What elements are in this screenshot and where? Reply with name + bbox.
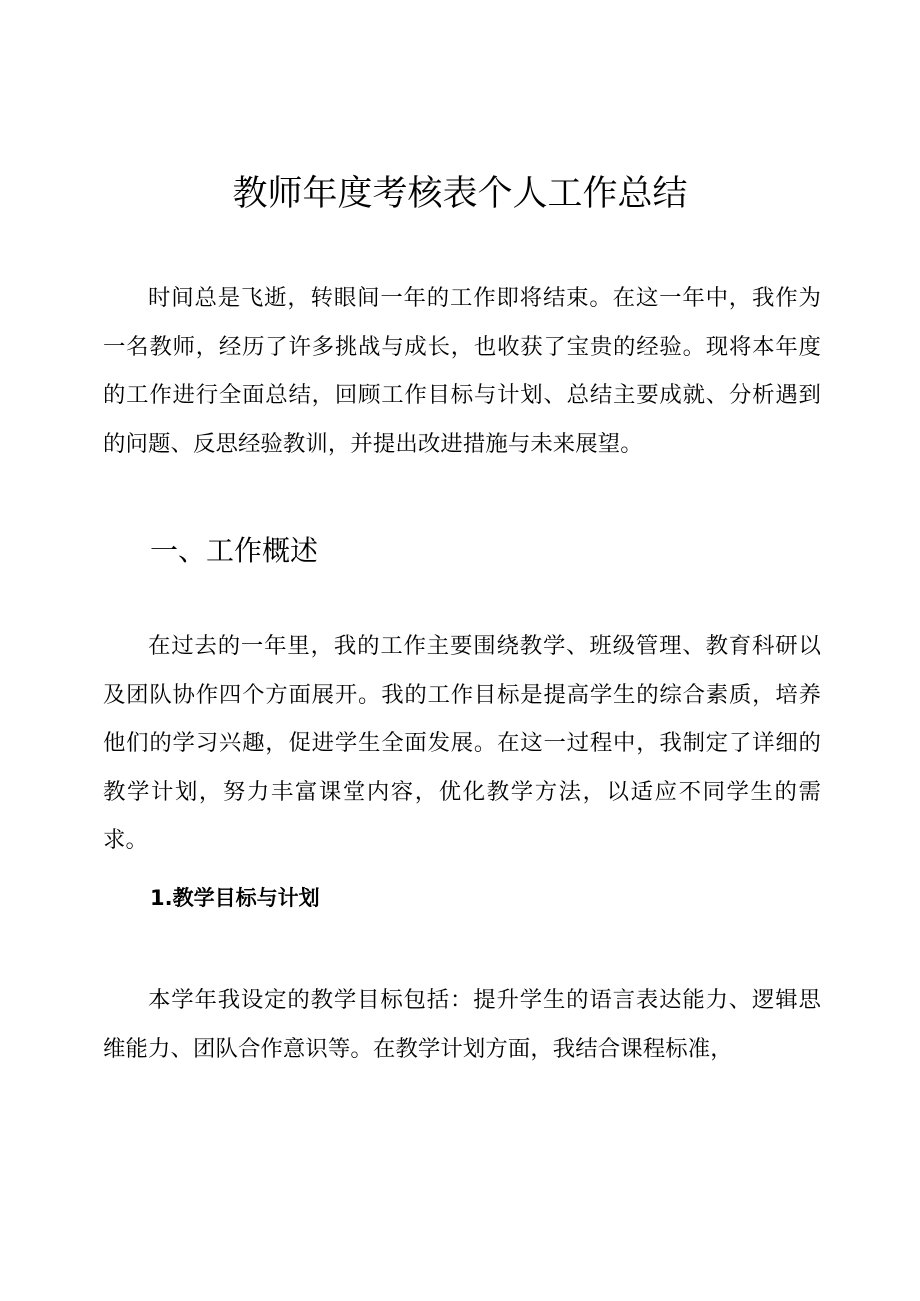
teaching-goals-paragraph: 本学年我设定的教学目标包括：提升学生的语言表达能力、逻辑思维能力、团队合作意识等。在教学计划方面，我结合课程标准，	[103, 987, 821, 1062]
document-title: 教师年度考核表个人工作总结	[232, 174, 688, 214]
subsection-heading-teaching-goals: 1.教学目标与计划	[150, 886, 320, 910]
work-overview-paragraph: 在过去的一年里，我的工作主要围绕教学、班级管理、教育科研以及团队协作四个方面展开。我的工作目标是提高学生的综合素质，培养他们的学习兴趣，促进学生全面发展。在这一过程中，我制定了详细的教学计划，努力丰富课堂内容，优化教学方法，以适应不同学生的需求。	[103, 633, 821, 853]
section-heading-work-overview: 一、工作概述	[150, 534, 319, 567]
intro-paragraph: 时间总是飞逝，转眼间一年的工作即将结束。在这一年中，我作为一名教师，经历了许多挑战与成长，也收获了宝贵的经验。现将本年度的工作进行全面总结，回顾工作目标与计划、总结主要成就、分析遇到的问题、反思经验教训，并提出改进措施与未来展望。	[103, 285, 821, 457]
